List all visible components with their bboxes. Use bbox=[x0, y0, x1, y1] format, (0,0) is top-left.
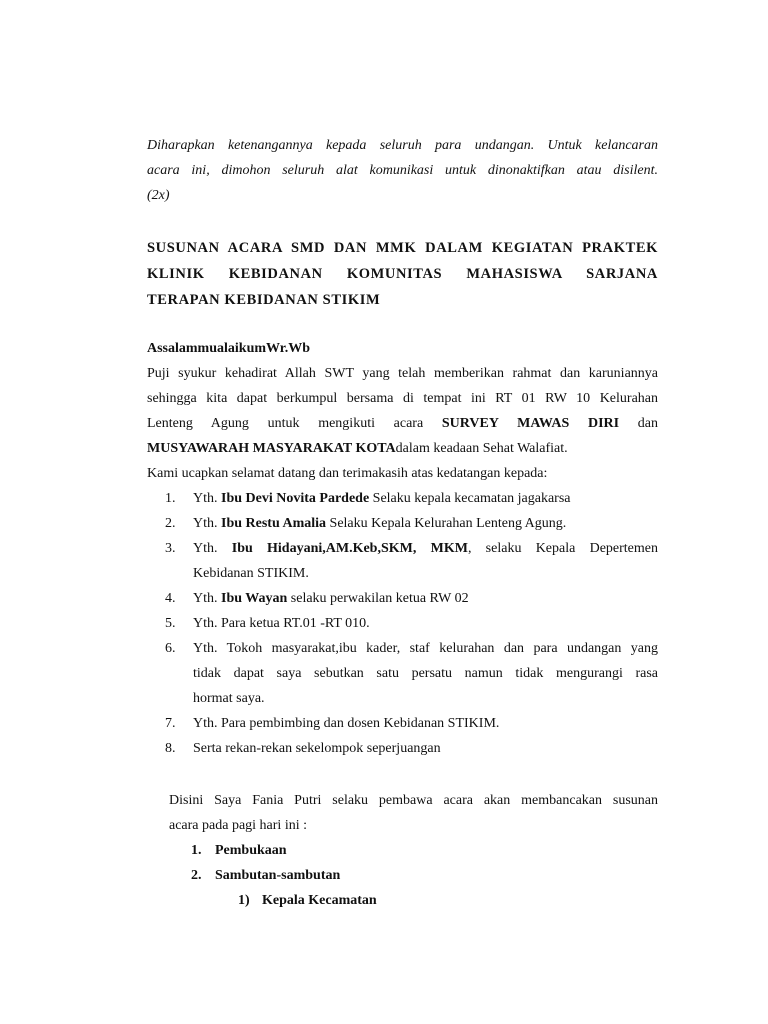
body-line-4 bbox=[147, 436, 658, 461]
guest-role: Selaku Kepala Kelurahan Lenteng Agung. bbox=[326, 516, 567, 531]
body-line-5: Kami ucapkan selamat datang dan terimakasih atas kedatangan kepada: bbox=[147, 466, 548, 481]
closing-line-2: acara pada pagi hari ini : bbox=[169, 818, 307, 833]
list-item-text: Yth. Tokoh masyarakat,ibu kader, staf kelurahan dan para undangan yang bbox=[193, 641, 658, 656]
guest-name: Ibu Hidayani,AM.Keb,SKM, MKM bbox=[231, 541, 468, 556]
greeting: AssalammualaikumWr.Wb bbox=[147, 341, 310, 356]
list-item bbox=[165, 711, 658, 736]
list-item-text: Yth. Para ketua RT.01 -RT 010. bbox=[193, 616, 370, 631]
list-number: 4. bbox=[165, 591, 176, 606]
body-line-2: sehingga kita dapat berkumpul bersama di tempat ini RT 01 RW 10 Kelurahan bbox=[147, 391, 658, 406]
list-item bbox=[165, 611, 658, 636]
list-number: 3. bbox=[165, 541, 176, 556]
heading-line-3: TERAPAN KEBIDANAN STIKIM bbox=[147, 292, 381, 308]
closing-line-1: Disini Saya Fania Putri selaku pembawa acara akan membancakan susunan bbox=[169, 793, 658, 808]
body-line-3 bbox=[147, 411, 658, 436]
list-item-text: Yth. Para pembimbing dan dosen Kebidanan STIKIM. bbox=[193, 716, 500, 731]
list-item-text: Serta rekan-rekan sekelompok seperjuangan bbox=[193, 741, 441, 756]
guest-role: , selaku Kepala Depertemen bbox=[467, 541, 658, 556]
agenda-number: 2. bbox=[191, 868, 202, 883]
list-number: 7. bbox=[165, 716, 176, 731]
intro-line-1: Diharapkan ketenangannya kepada seluruh para undangan. Untuk kelancaran bbox=[147, 138, 658, 153]
sub-agenda-list bbox=[238, 888, 377, 913]
event-name-2: MUSYAWARAH MASYARAKAT KOTA bbox=[147, 441, 396, 456]
list-number: 2. bbox=[165, 516, 176, 531]
intro-line-3: (2x) bbox=[147, 188, 170, 203]
sub-agenda-item bbox=[238, 888, 377, 913]
agenda-item bbox=[191, 838, 340, 863]
list-item-prefix: Yth. bbox=[193, 541, 232, 556]
list-item bbox=[165, 511, 658, 536]
guest-list bbox=[165, 486, 658, 761]
sub-agenda-number: 1) bbox=[238, 893, 250, 908]
agenda-item bbox=[191, 863, 340, 888]
intro-paragraph bbox=[147, 133, 658, 208]
agenda-label: Sambutan-sambutan bbox=[215, 868, 341, 883]
list-item bbox=[165, 536, 658, 586]
list-item-text: hormat saya. bbox=[193, 691, 265, 706]
agenda-number: 1. bbox=[191, 843, 202, 858]
body-line-4-text: dalam keadaan Sehat Walafiat. bbox=[395, 441, 568, 456]
intro-line-2: acara ini, dimohon seluruh alat komunikasi untuk dinonaktifkan atau disilent. bbox=[147, 163, 658, 178]
document-heading bbox=[147, 235, 658, 313]
list-number: 8. bbox=[165, 741, 176, 756]
list-item bbox=[165, 486, 658, 511]
guest-name: Ibu Devi Novita Pardede bbox=[221, 491, 370, 506]
list-item-prefix: Yth. bbox=[193, 516, 221, 531]
guest-name: Ibu Wayan bbox=[221, 591, 288, 606]
heading-line-2: KLINIK KEBIDANAN KOMUNITAS MAHASISWA SARJANA bbox=[147, 266, 658, 282]
list-item-prefix: Yth. bbox=[193, 491, 221, 506]
list-number: 5. bbox=[165, 616, 176, 631]
agenda-label: Pembukaan bbox=[215, 843, 287, 858]
guest-role-continued: Kebidanan STIKIM. bbox=[193, 566, 309, 581]
event-name-1: SURVEY MAWAS DIRI bbox=[441, 416, 620, 431]
closing-paragraph bbox=[169, 788, 658, 838]
list-item bbox=[165, 736, 658, 761]
list-number: 6. bbox=[165, 641, 176, 656]
list-item-text: tidak dapat saya sebutkan satu persatu namun tidak mengurangi rasa bbox=[193, 666, 658, 681]
list-item bbox=[165, 636, 658, 711]
body-line-1: Puji syukur kehadirat Allah SWT yang telah memberikan rahmat dan karuniannya bbox=[147, 366, 658, 381]
body-paragraph bbox=[147, 361, 658, 486]
sub-agenda-label: Kepala Kecamatan bbox=[262, 893, 377, 908]
guest-name: Ibu Restu Amalia bbox=[221, 516, 327, 531]
body-line-3-text: Lenteng Agung untuk mengikuti acara bbox=[147, 416, 424, 431]
guest-role: Selaku kepala kecamatan jagakarsa bbox=[369, 491, 571, 506]
agenda-list bbox=[191, 838, 340, 888]
guest-role: selaku perwakilan ketua RW 02 bbox=[287, 591, 469, 606]
list-item-prefix: Yth. bbox=[193, 591, 221, 606]
list-number: 1. bbox=[165, 491, 176, 506]
list-item bbox=[165, 586, 658, 611]
body-line-3-end: dan bbox=[637, 416, 658, 431]
heading-line-1: SUSUNAN ACARA SMD DAN MMK DALAM KEGIATAN PRAKTEK bbox=[147, 240, 658, 256]
